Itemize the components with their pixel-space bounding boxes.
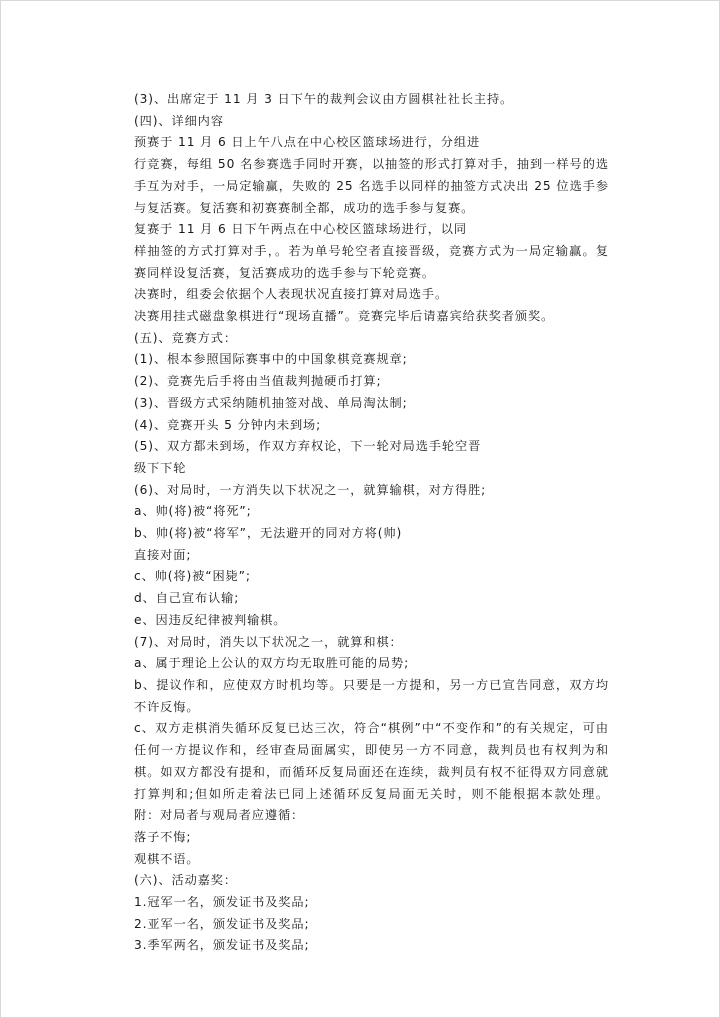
paragraph: 落子不悔; [134, 829, 192, 844]
list-item: 2.亚军一名，颁发证书及奖品; [134, 916, 310, 931]
list-item: 3.季军两名，颁发证书及奖品; [134, 938, 310, 953]
section-heading: (六)、活动嘉奖： [134, 873, 237, 888]
paragraph: 决赛用挂式磁盘象棋进行“现场直播”。竞赛完毕后请嘉宾给获奖者颁奖。 [134, 309, 555, 324]
list-item: b、帅(将)被“将军”，无法避开的同对方将(帅) [134, 526, 403, 541]
list-item: (5)、双方都未到场，作双方弃权论，下一轮对局选手轮空晋 [134, 439, 482, 454]
list-item: c、双方走棋消失循环反复已达三次，符合“棋例”中“不变作和”的有关规定，可由任何一方提议作和，经审查局面属实，即使另一方不同意，裁判员也有权判为和棋。如双方都没有提和，而循环反复局面还在连续，裁判员有权不征得双方同意就打算判和;但如所走着法已同上述循环反复局面无关时，则不能根据本款处理。附：对局者与观局者应遵循： [134, 721, 609, 823]
list-item: (3)、晋级方式采纳随机抽签对战、单局淘汰制; [134, 395, 408, 410]
list-item: (6)、对局时，一方消失以下状况之一，就算输棋，对方得胜; [134, 482, 487, 497]
list-item: a、帅(将)被“将死”; [134, 504, 252, 519]
list-item: 1.冠军一名，颁发证书及奖品; [134, 895, 310, 910]
paragraph: 行竞赛，每组 50 名参赛选手同时开赛，以抽签的形式打算对手，抽到一样号的选手互为对手，一局定输赢，失败的 25 名选手以同样的抽签方式决出 25 位选手参与复活赛。复活赛和初赛赛制全都，成功的选手参与复赛。 [134, 157, 609, 215]
list-item: (7)、对局时，消失以下状况之一，就算和棋： [134, 634, 403, 649]
list-item: e、因违反纪律被判输棋。 [134, 612, 287, 627]
document-body [111, 89, 609, 957]
section-heading: (四)、详细内容 [134, 113, 224, 128]
section-heading: (五)、竞赛方式： [134, 330, 237, 345]
list-item: (1)、根本参照国际赛事中的中国象棋竞赛规章; [134, 352, 408, 367]
list-item: b、提议作和，应使双方时机均等。只要是一方提和，另一方已宣告同意，双方均不许反悔。 [134, 677, 609, 714]
list-item: d、自己宣布认输; [134, 591, 240, 606]
paragraph: 复赛于 11 月 6 日下午两点在中心校区篮球场进行，以同 [134, 222, 467, 237]
paragraph: 观棋不语。 [134, 851, 200, 866]
paragraph: 预赛于 11 月 6 日上午八点在中心校区篮球场进行，分组进 [134, 135, 481, 150]
paragraph: (3)、出席定于 11 月 3 日下午的裁判会议由方圆棋社社长主持。 [134, 92, 514, 106]
paragraph: 决赛时，组委会依据个人表现状况直接打算对局选手。 [134, 287, 449, 302]
list-item: (2)、竞赛先后手将由当值裁判抛硬币打算; [134, 374, 382, 389]
list-item: a、属于理论上公认的双方均无取胜可能的局势; [134, 656, 410, 671]
paragraph: 级下下轮 [134, 460, 187, 475]
paragraph: 直接对面; [134, 547, 192, 562]
paragraph: 样抽签的方式打算对手，。若为单号轮空者直接晋级，竞赛方式为一局定输赢。复赛同样设复活赛，复活赛成功的选手参与下轮竞赛。 [134, 243, 609, 280]
list-item: (4)、竞赛开头 5 分钟内未到场; [134, 417, 322, 432]
list-item: c、帅(将)被“困毙”; [134, 569, 251, 584]
